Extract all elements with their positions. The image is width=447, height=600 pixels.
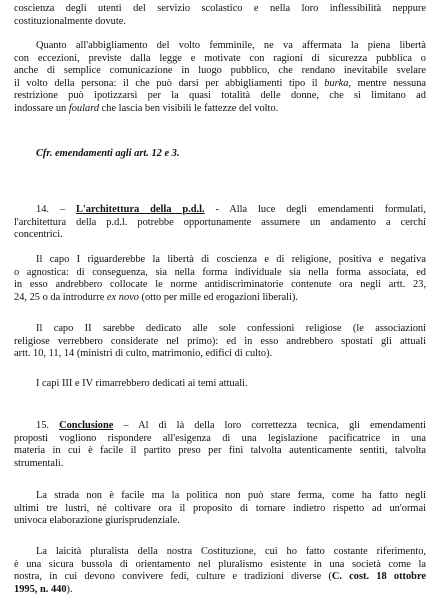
text-line: Quanto all'abbigliamento del volto femminile, ne va affermata la piena libertà (36, 40, 426, 51)
italic-term-burka: burka (324, 77, 349, 89)
text-line: artt. 10, 11, 14 (ministri di culto, matrimonio, edifici di culto). (14, 348, 273, 360)
text-line: Il capo I riguarderebbe la libertà di coscienza e di religione, positiva e negativa (36, 254, 426, 265)
case-citation: 1995, n. 440 (14, 583, 67, 595)
text-line (14, 420, 426, 433)
text-line: coscienza degli utenti del servizio scolastico e nella loro inflessibilità neppure (14, 3, 426, 14)
text-run: - Alla luce degli emendamenti formulati, (204, 204, 426, 215)
italic-term-foulard: foulard (68, 102, 100, 114)
text-run: ). (66, 583, 73, 595)
text-line: anche di semplice comunicazione in luogo pubblico, che rendano inevitabile svelare (14, 65, 426, 77)
text-line (14, 584, 426, 597)
section-heading: L'architettura della p.d.l. (75, 204, 205, 215)
text-line: proposti vogliono rispondere all'esigenza di una legislazione pacificatrice in una (14, 432, 426, 444)
text-line: ultimi tre lustri, né coltivare ora il proposito di tornare indietro rispetto ad un'ormai (14, 502, 426, 514)
text-run: , mentre nessuna (348, 77, 427, 89)
text-line: La laicità pluralista della nostra Costituzione, cui ho fatto costante riferimento, (36, 546, 426, 557)
text-run: (otto per mille ed erogazioni liberali). (138, 291, 298, 303)
text-run: nostra, in cui devono convivere fedi, culture e tradizioni diverse ( (14, 571, 332, 583)
text-run: indossare un (14, 102, 69, 114)
text-line: in esso andrebbero collocate le norme antidiscriminatorie contenute ora negli artt. 23, (14, 279, 426, 291)
paragraph-scuola-end (14, 3, 426, 28)
text-line: materia in cui è facile il partito preso per fini talvolta autenticamente sentiti, talvolta (14, 445, 426, 457)
cfr-emendamenti-12-3: Cfr. emendamenti agli art. 12 e 3. (36, 148, 180, 159)
text-line (14, 103, 426, 116)
italic-term-ex-novo: ex novo (106, 291, 139, 303)
section-14-architettura (14, 204, 426, 242)
text-line: Il capo II sarebbe dedicato alle sole confessioni religiose (le associazioni (36, 323, 426, 334)
text-line: con eccezioni, previste dalla legge e motivate con ragioni di sicurezza pubblica o (14, 52, 426, 64)
text-line: religiose verrebbero considerate nel primo): ed in esso andrebbero spostati gli attuali (14, 335, 426, 347)
case-citation: C. cost. 18 ottobre (331, 571, 426, 583)
paragraph-laicita (14, 546, 426, 596)
text-run: il volto della persona: il che può darsi per abbigliamenti tipo il (14, 77, 325, 89)
text-line: strumentali. (14, 457, 64, 469)
text-line (14, 78, 426, 91)
section-15-conclusione (14, 420, 426, 470)
section-number: 15. (36, 420, 60, 431)
text-run: – Al di là della loro correttezza tecnica, gli emendamenti (113, 420, 427, 431)
text-run: che lascia ben visibili le fattezze del volto. (99, 102, 279, 114)
text-line: è una sicura bussola di orientamento nel pluralismo esistente in una società come la (14, 558, 426, 570)
text-line: La strada non è facile ma la politica non può stare ferma, come ha fatto negli (36, 490, 426, 501)
paragraph-capi-iii-iv (14, 378, 426, 391)
cross-reference-note (14, 148, 426, 161)
paragraph-capo-ii (14, 323, 426, 361)
paragraph-abbigliamento (14, 40, 426, 116)
text-line: univoca elaborazione giurisprudenziale. (14, 515, 180, 527)
text-line (14, 292, 426, 305)
section-number: 14. – (36, 204, 76, 215)
text-line: I capi III e IV rimarrebbero dedicati ai temi attuali. (36, 378, 248, 389)
text-line: restrizione può ipotizzarsi per la quasi totalità delle donne, che si limitano ad (14, 90, 426, 102)
text-line (14, 204, 426, 217)
text-line: costituzionalmente dovute. (14, 15, 126, 27)
section-heading: Conclusione (59, 420, 114, 431)
paragraph-capo-i (14, 254, 426, 304)
text-line: o agnostica: di conseguenza, sia nella forma individuale sia nella forma associata, ed (14, 266, 426, 278)
text-line (14, 571, 426, 584)
paragraph-strada (14, 490, 426, 528)
text-run: 24, 25 o da introdurre (14, 291, 107, 303)
text-line: concentrici. (14, 229, 63, 241)
text-line: l'architettura della p.d.l. potrebbe opportunamente assumere un andamento a cerchi (14, 216, 426, 228)
